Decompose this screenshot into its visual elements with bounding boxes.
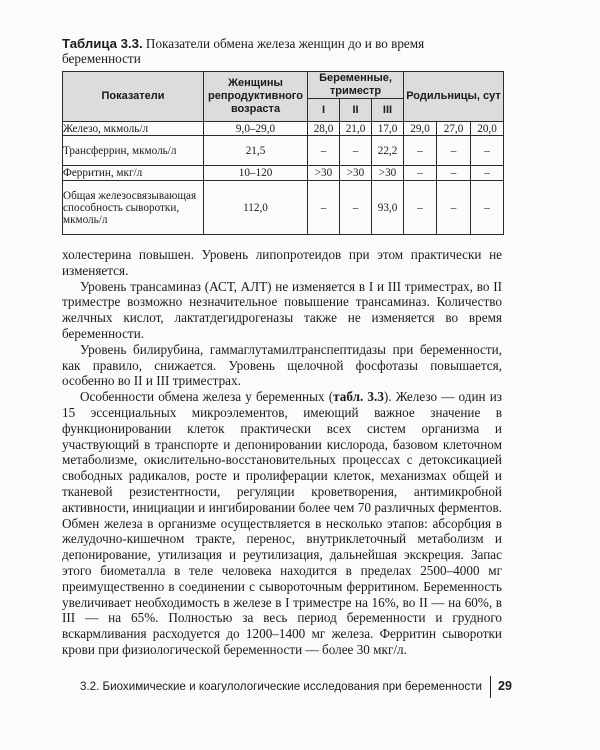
cell: – [404, 136, 437, 166]
cell: – [471, 166, 504, 181]
header-trimester-2: II [340, 99, 372, 122]
cell: 28,0 [308, 122, 340, 136]
cell: >30 [340, 166, 372, 181]
cell: – [471, 136, 504, 166]
footer-divider [490, 676, 491, 698]
cell: 29,0 [404, 122, 437, 136]
cell: 22,2 [372, 136, 404, 166]
cell: 20,0 [471, 122, 504, 136]
cell: 17,0 [372, 122, 404, 136]
header-reproductive: Женщины репродуктивного возраста [204, 72, 308, 122]
paragraph [62, 389, 502, 658]
paragraph-start: Особенности обмена железа у беременных ( [80, 389, 334, 405]
cell: – [340, 181, 372, 235]
cell: >30 [308, 166, 340, 181]
body-text [62, 247, 502, 658]
cell: – [340, 136, 372, 166]
table-caption-text: Показатели обмена железа женщин до и во время беременности [62, 36, 425, 66]
paragraph: Уровень трансаминаз (АСТ, АЛТ) не изменяется в I и III триместрах, во II триместре возможно незначительное повышение трансаминаз. Количество желчных кислот, лактатдегидрогеназы также не изменяется во время беременности. [62, 278, 502, 341]
table-row [63, 166, 504, 181]
row-name: Железо, мкмоль/л [63, 122, 204, 136]
cell: – [308, 136, 340, 166]
header-postpartum: Родильницы, сут [404, 72, 504, 122]
table-row [63, 181, 504, 235]
header-indicators: Показатели [63, 72, 204, 122]
paragraph: холестерина повышен. Уровень липопротеидов при этом практически не изменяется. [62, 247, 502, 278]
cell: – [308, 181, 340, 235]
header-trimester-3: III [372, 99, 404, 122]
page-number: 29 [498, 679, 512, 693]
running-title: 3.2. Биохимические и коагулологические исследования при беременности [79, 680, 482, 693]
cell: 27,0 [437, 122, 471, 136]
cell: – [404, 166, 437, 181]
cell-reproductive: 21,5 [204, 136, 308, 166]
cell: – [404, 181, 437, 235]
paragraph-rest: ). Железо — один из 15 эссенциальных микроэлементов, имеющий важное значение в функционировании клеток практически всех систем организма и участвующий в транспорте и депонировании кислорода, базовом клеточном метаболизме, окислительно-восстановительных процессах с детоксикацией свободных радикалов, росте и пролиферации клеток, механизмах общей и тканевой резистентности, регуляции кроветворения, антимикробной активности, инициации и ингибировании более чем 70 различных ферментов. Обмен железа в организме осуществляется в несколько этапов: абсорбция в желудочно-кишечном тракте, перенос, внутриклеточный метаболизм и депонирование, утилизация и реутилизация, дальнейшая экскреция. Запас этого биометалла в теле человека находится в пределах 2500–4000 мг преимущественно в соединении с сывороточным ферритином. Беременность увеличивает необходимость в железе в I триместре на 16%, во II — на 60%, в III — на 65%. Полностью за весь период беременности и грудного вскармливания расходуется до 1200–1400 мг железа. Ферритин сыворотки крови при физиологической беременности — более 30 мкг/л. [62, 389, 502, 657]
cell: >30 [372, 166, 404, 181]
cell: 21,0 [340, 122, 372, 136]
table-reference: табл. 3.3 [333, 389, 384, 405]
table-row [63, 136, 504, 166]
row-name: Трансферрин, мкмоль/л [63, 136, 204, 166]
row-name: Общая железосвязывающая способность сыворотки, мкмоль/л [63, 181, 204, 235]
cell: – [437, 181, 471, 235]
cell: – [437, 166, 471, 181]
header-pregnant: Беременные, триместр [308, 72, 404, 99]
paragraph: Уровень билирубина, гаммаглутамилтранспептидазы при беременности, как правило, снижается. Уровень щелочной фосфотазы повышается, особенно во II и III триместрах. [62, 341, 502, 389]
cell: – [437, 136, 471, 166]
cell-reproductive: 10–120 [204, 166, 308, 181]
iron-metabolism-table [62, 71, 504, 235]
cell-reproductive: 9,0–29,0 [204, 122, 308, 136]
header-trimester-1: I [308, 99, 340, 122]
table-caption-label: Таблица 3.3. [62, 36, 143, 51]
cell-reproductive: 112,0 [204, 181, 308, 235]
table-caption [62, 36, 502, 66]
page-footer [62, 676, 512, 698]
cell: 93,0 [372, 181, 404, 235]
row-name: Ферритин, мкг/л [63, 166, 204, 181]
cell: – [471, 181, 504, 235]
table-row [63, 122, 504, 136]
